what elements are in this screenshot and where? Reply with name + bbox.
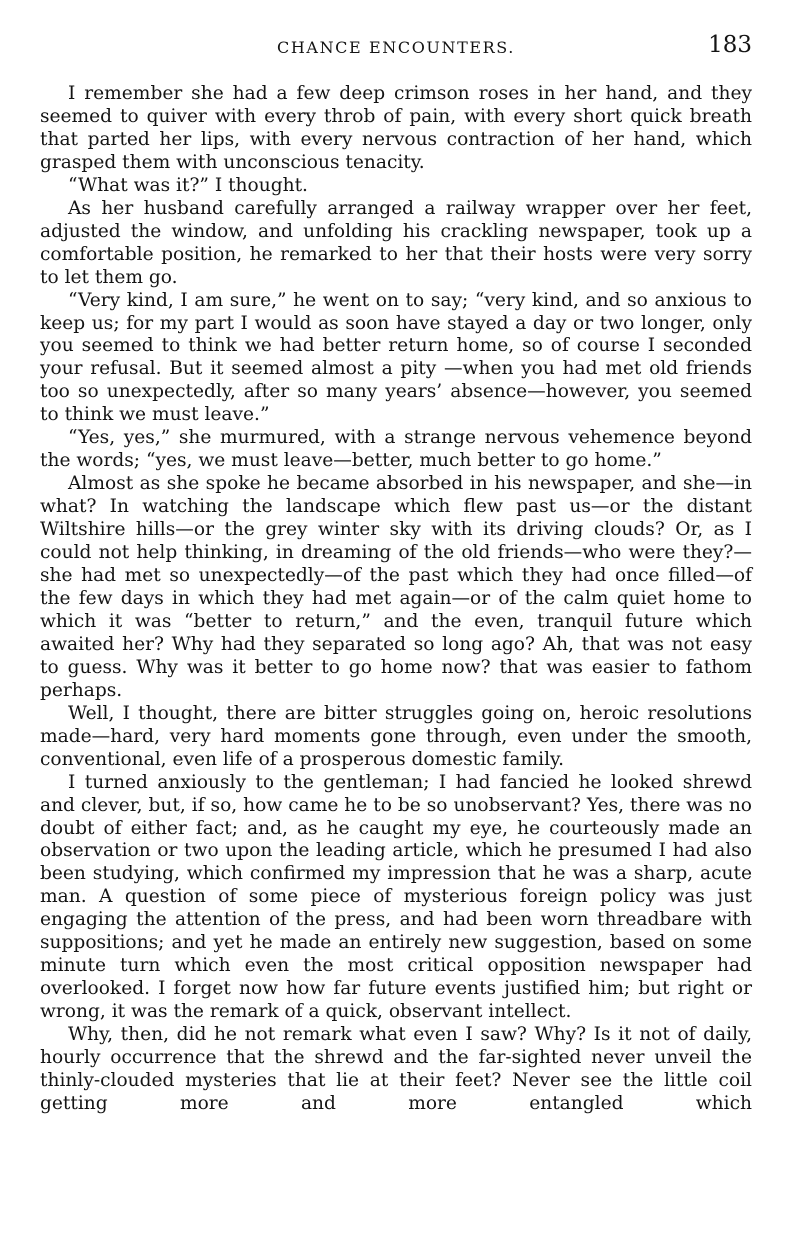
page-number: 183 bbox=[708, 32, 752, 58]
paragraph-yes-yes: “Yes, yes,” she murmured, with a strange nervous vehemence beyond the words; “yes, we must leave—better, much better to go home.” bbox=[40, 427, 752, 472]
paragraph-husband: As her husband carefully arranged a railway wrapper over her feet, adjusted the window, and unfolding his crackling newspaper, took up a comfortable position, he remarked to her that their hosts were very sorry to let them go. bbox=[40, 197, 752, 288]
body-text bbox=[40, 83, 752, 1116]
running-head bbox=[40, 30, 752, 64]
paragraph-why-then: Why, then, did he not remark what even I saw? Why? Is it not of daily, hourly occurrence that the shrewd and the far-sighted never unveil the thinly-clouded mysteries that lie at their feet? Never see the little coil getting more and more entangled which bbox=[40, 1024, 752, 1114]
paragraph-gentleman: I turned anxiously to the gentleman; I had fancied he looked shrewd and clever, but, if so, how came he to be so unobservant? Yes, there was no doubt of either fact; and, as he caught my eye, he courteously made an observation or two upon the leading article, which he presumed I had also been studying, which confirmed my impression that he was a sharp, acute man. A question of some piece of mysterious foreign policy was just engaging the attention of the press, and had been worn threadbare with suppositions; and yet he made an entirely new suggestion, based on some minute turn which even the most critical opposition newspaper had overlooked. I forget now how far future events justified him; but right or wrong, it was the remark of a quick, observant intellect. bbox=[40, 771, 752, 1023]
paragraph-bitter-struggles: Well, I thought, there are bitter struggles going on, heroic resolutions made—hard, very hard moments gone through, even under the smooth, conventional, even life of a prosperous domestic family. bbox=[40, 702, 752, 770]
paragraph-roses: I remember she had a few deep crimson roses in her hand, and they seemed to quiver with every throb of pain, with every short quick breath that parted her lips, with every nervous contraction of her hand, which grasped them with unconscious tenacity. bbox=[40, 83, 752, 173]
paragraph-absorbed: Almost as she spoke he became absorbed in his newspaper, and she—in what? In watching the landscape which flew past us—or the distant Wiltshire hills—or the grey winter sky with its driving clouds? Or, as I could not help thinking, in dreaming of the old friends—who were they?—she had met so unexpectedly—of the past which they had once filled—of the few days in which they had met again—or of the calm quiet home to which it was “better to return,” and the even, tranquil future which awaited her? Why had they separated so long ago? Ah, that was not easy to guess. Why was it better to go home now? that was easier to fathom perhaps. bbox=[40, 473, 752, 701]
running-title: CHANCE ENCOUNTERS. bbox=[277, 38, 515, 57]
paragraph-what-was-it: “What was it?” I thought. bbox=[68, 174, 308, 196]
paragraph-very-kind: “Very kind, I am sure,” he went on to say; “very kind, and so anxious to keep us; for my part I would as soon have stayed a day or two longer, only you seemed to think we had better return home, so of course I seconded your refusal. But it seemed almost a pity —when you had met old friends too so unexpectedly, after so many years’ absence—however, you seemed to think we must leave.” bbox=[40, 289, 752, 426]
